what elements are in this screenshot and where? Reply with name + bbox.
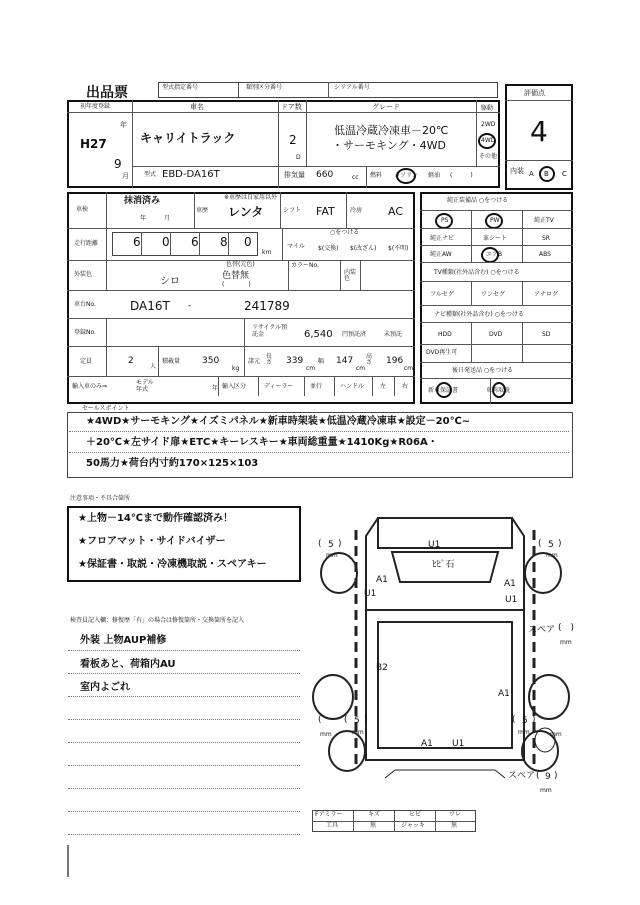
drive-4wd: 4WD — [481, 137, 496, 144]
tire-rr-depth: 5 — [522, 716, 528, 726]
later-shipment-title: 後日発送品 ○をつける — [452, 367, 514, 374]
capacity-label: 定員 — [80, 358, 93, 365]
tire-rl-bracket: ( — [318, 715, 322, 725]
year-unit: 年 — [120, 121, 127, 129]
model-year-label: モデル年式 — [136, 379, 154, 393]
mark-a1-right: A1 — [504, 579, 516, 589]
registration-number-label: 登録No. — [74, 329, 96, 336]
mark-a1-rear: A1 — [421, 739, 433, 749]
tv-analog: アナログ — [534, 291, 559, 298]
shift-label: シフト — [283, 207, 302, 214]
drive-label: 駆動 — [481, 105, 494, 112]
mileage-digit-3: 6 — [191, 235, 199, 249]
notes-label: 注意事項・不具合箇所 — [70, 495, 131, 502]
mileage-digit-5: 0 — [244, 235, 252, 249]
import-route-label: 輸入区分 — [222, 383, 247, 390]
equip-aw: 純正AW — [430, 251, 452, 258]
shaken-label: 車検 — [76, 206, 89, 213]
displacement-label: 排気量 — [284, 171, 305, 179]
recycle-deposited: 円預託済 — [342, 331, 367, 338]
score-label: 評価点 — [524, 89, 545, 97]
handle-right: 右 — [402, 383, 409, 390]
recycle-not-deposited: 未預託 — [384, 331, 403, 338]
shaken-ym: 年 月 — [140, 215, 171, 222]
shaken-value: 抹消済み — [124, 196, 161, 206]
interior-a: A — [529, 170, 534, 178]
tire-fr-bracket: ( — [538, 539, 542, 549]
first-registration-year: H27 — [80, 137, 107, 151]
length-unit: cm — [306, 365, 316, 372]
equip-sr: SR — [542, 235, 550, 242]
color-label: 外装色 — [74, 271, 93, 278]
spare2-unit: mm — [540, 787, 552, 794]
sales-point-line1: ★4WD★サーモキング★イズミパネル★新車時架装★低温冷蔵冷凍車★設定－20℃~ — [86, 416, 471, 427]
chassis-number: 241789 — [244, 299, 290, 313]
dims-label: 諸元 — [248, 358, 261, 365]
grade-line2: ・サーモキング・4WD — [332, 139, 447, 152]
tire-rr-unit: mm — [518, 729, 530, 736]
mark-windshield-chip: ﾋﾋﾞ石 — [432, 560, 455, 570]
tire-rl-bracket-2: ( — [344, 715, 348, 725]
mileage-circle-note: ○をつける — [330, 229, 360, 236]
tire-rr-unit-b: mm — [550, 731, 562, 738]
navi-type-title: ナビ種類(社外品含む) ○をつける — [434, 311, 524, 318]
width-value: 147 — [336, 356, 354, 366]
month-unit: 月 — [122, 172, 129, 180]
score-value: 4 — [530, 115, 548, 148]
import-dealer: ディーラー — [264, 383, 294, 390]
interior-color-label: 内装色 — [344, 269, 357, 282]
tv-oneseg: ワンセグ — [481, 291, 506, 298]
equip-abs: ABS — [539, 251, 551, 258]
chassis-dash: - — [188, 301, 192, 311]
interior-grade-label: 内装 — [510, 167, 524, 175]
summary-value-1: 工具 — [326, 822, 339, 829]
load-label: 積載量 — [162, 358, 181, 365]
color-orig-value: 色替無 — [222, 271, 250, 281]
tire-fl-bracket-close: ) — [338, 539, 342, 549]
chassis-model: DA16T — [130, 299, 170, 313]
mark-a1-left: A1 — [376, 575, 388, 585]
spare2-bracket-close: ) — [554, 771, 558, 781]
spare2-bracket: ( — [536, 771, 540, 781]
docs-manual: 車両取説 — [486, 387, 511, 394]
mark-u1-roof: U1 — [428, 540, 441, 550]
height-unit: cm — [404, 365, 414, 372]
tire-rr-bracket: ( — [512, 715, 516, 725]
recycle-value: 6,540 — [304, 329, 333, 340]
summary-value-3: ジャッキ — [401, 822, 425, 829]
doors-value: 2 — [289, 133, 297, 147]
width-label: 幅 — [318, 358, 325, 365]
spare2-depth: 9 — [545, 772, 551, 782]
color-value: シロ — [160, 276, 180, 287]
tire-rl-bracket-close: ) — [364, 715, 368, 725]
mileage-exchange: $(交換) — [318, 245, 339, 252]
mileage-altered: $(改ざん) — [350, 245, 377, 252]
car-name-label: 車名 — [190, 103, 204, 111]
displacement-value: 660 — [316, 170, 334, 180]
model-label: 型式 — [144, 171, 157, 178]
mark-a1-bed: A1 — [498, 689, 510, 699]
recycle-label: リサイクル預託金 — [252, 324, 288, 339]
mileage-unknown: $(不明) — [388, 245, 409, 252]
shift-value: FAT — [316, 205, 335, 218]
fuel-gasoline: ガソリン — [394, 172, 419, 179]
tire-fr-bracket-close: ) — [558, 539, 562, 549]
history-value: レンタ — [228, 205, 264, 219]
equip-tv: 純正TV — [534, 217, 554, 224]
mileage-label: 走行距離 — [74, 240, 99, 247]
tire-fr-unit: mm — [546, 552, 558, 559]
note-line1: ★上物－14℃まで動作確認済み！ — [78, 513, 233, 524]
tire-fl-unit: mm — [326, 552, 338, 559]
tire-fl-depth: 5 — [328, 540, 334, 550]
summary-header-3: ヒビ — [409, 811, 422, 818]
mile-label: マイル — [287, 243, 305, 250]
door-sub: D — [296, 154, 301, 161]
model-year-suffix: 年 — [212, 385, 219, 392]
ac-value: AC — [388, 205, 404, 218]
cc-unit: cc — [352, 174, 359, 181]
color-orig-paren: ( ) — [222, 281, 251, 288]
dvd-playable-label: DVD再生可 — [426, 349, 458, 356]
tire-rl-unit: mm — [352, 729, 364, 736]
tire-fr-depth: 5 — [548, 540, 554, 550]
inspector-line3: 室内よごれ — [80, 682, 130, 693]
summary-value-4: 無 — [451, 822, 458, 829]
grade-label: グレード — [372, 103, 400, 111]
equip-pw: PW — [490, 217, 500, 224]
capacity-unit: 人 — [150, 363, 157, 370]
mileage-digit-4: 8 — [220, 235, 228, 249]
navi-hdd: HDD — [438, 331, 452, 338]
doors-label: ドア数 — [281, 103, 302, 111]
history-note: ※車歴は自家用以外 — [224, 194, 278, 201]
inspector-label: 検査員記入欄：修復歴「有」の場合は修復箇所・交換箇所を記入 — [70, 617, 245, 624]
note-line2: ★フロアマット・サイドバイザー — [78, 536, 226, 547]
model-value: EBD-DA16T — [162, 169, 220, 180]
equip-leather: 革シート — [483, 235, 508, 242]
inspector-line1: 外装 上物AUP補修 — [80, 635, 167, 646]
height-label: 高さ — [366, 353, 373, 366]
fuel-label: 燃料 — [370, 172, 383, 179]
form-title: 出品票 — [86, 85, 128, 101]
color-orig-label: 色替(元色) — [226, 261, 255, 268]
inspector-line2: 看板あと、荷箱内AU — [80, 659, 176, 670]
tire-rr-bracket-close: ) — [532, 715, 536, 725]
fuel-diesel: 軽油 — [428, 172, 441, 179]
car-name-value: キャリイトラック — [140, 131, 236, 145]
chassis-label: 車台No. — [74, 301, 96, 308]
sales-point-line2: ＋20℃★左サイド扉★ETC★キーレスキー★車両総重量★1410Kg★R06A・ — [86, 437, 438, 448]
summary-header-4: ワレ — [449, 811, 462, 818]
length-value: 339 — [286, 356, 304, 366]
summary-header-2: キズ — [368, 811, 380, 818]
history-label: 車歴 — [196, 207, 209, 214]
spare1-unit: mm — [560, 639, 572, 646]
mileage-digit-1: 6 — [133, 235, 141, 249]
capacity-value: 2 — [128, 356, 134, 366]
import-parallel: 並行 — [310, 383, 323, 390]
docs-warranty: 新車保証書 — [428, 387, 459, 394]
color-number-label: カラーNo. — [291, 262, 319, 269]
equip-ps: PS — [441, 217, 449, 224]
width-unit: cm — [356, 365, 366, 372]
tire-rl-depth: 5 — [354, 716, 360, 726]
navi-dvd: DVD — [489, 331, 503, 338]
equip-airbag: エアB — [486, 251, 503, 258]
mark-u1-left: U1 — [364, 589, 377, 599]
model-designation-label: 型式指定番号 — [162, 84, 199, 91]
spare1-label: スペア — [528, 625, 556, 635]
equip-navi: 純正ナビ — [430, 235, 455, 242]
mark-u1-right: U1 — [505, 595, 518, 605]
tv-fullseg: フルセグ — [430, 291, 454, 298]
note-line3: ★保証書・取説・冷凍機取説・スペアキー — [78, 559, 267, 570]
tv-type-title: TV種類(社外品含む) ○をつける — [434, 269, 520, 276]
sales-points-label: セールスポイント — [82, 405, 130, 412]
first-registration-month: 9 — [114, 157, 122, 171]
handle-label: ハンドル — [340, 383, 365, 390]
spare1-bracket: ( ) — [558, 623, 575, 633]
tire-fl-bracket: ( — [318, 539, 322, 549]
mark-b2-bed: B2 — [376, 663, 388, 673]
grade-line1: 低温冷蔵冷凍車－20℃ — [334, 124, 449, 137]
navi-sd: SD — [542, 331, 551, 338]
sales-point-line3: 50馬力★荷台内寸約170×125×103 — [86, 458, 259, 469]
mark-u1-rear: U1 — [452, 739, 465, 749]
ac-label: 冷房 — [350, 207, 363, 214]
fuel-other: ( ) — [450, 172, 473, 179]
tire-rl-unit-a: mm — [320, 731, 332, 738]
handle-left: 左 — [380, 383, 387, 390]
drive-other: その他 — [479, 153, 498, 160]
category-number-label: 類別区分番号 — [246, 84, 283, 91]
interior-c: C — [562, 170, 567, 178]
serial-number-label: シリアル番号 — [334, 84, 370, 91]
drive-2wd: 2WD — [481, 121, 496, 128]
height-value: 196 — [386, 356, 404, 366]
summary-header-1: Fアミラー — [315, 811, 343, 818]
summary-value-2: 無 — [370, 822, 377, 829]
length-label: 長さ — [266, 353, 273, 366]
mileage-digit-2: 0 — [162, 235, 170, 249]
equipment-title: 純正装備品 ○をつける — [447, 197, 509, 204]
load-unit: kg — [232, 365, 240, 372]
interior-b: B — [544, 170, 549, 178]
import-only-label: 輸入車のみ⇒ — [72, 383, 108, 390]
km-unit: km — [262, 249, 272, 256]
first-registration-label: 初年度登録 — [80, 103, 111, 110]
spare2-label: スペア — [508, 771, 536, 781]
load-value: 350 — [202, 356, 220, 366]
